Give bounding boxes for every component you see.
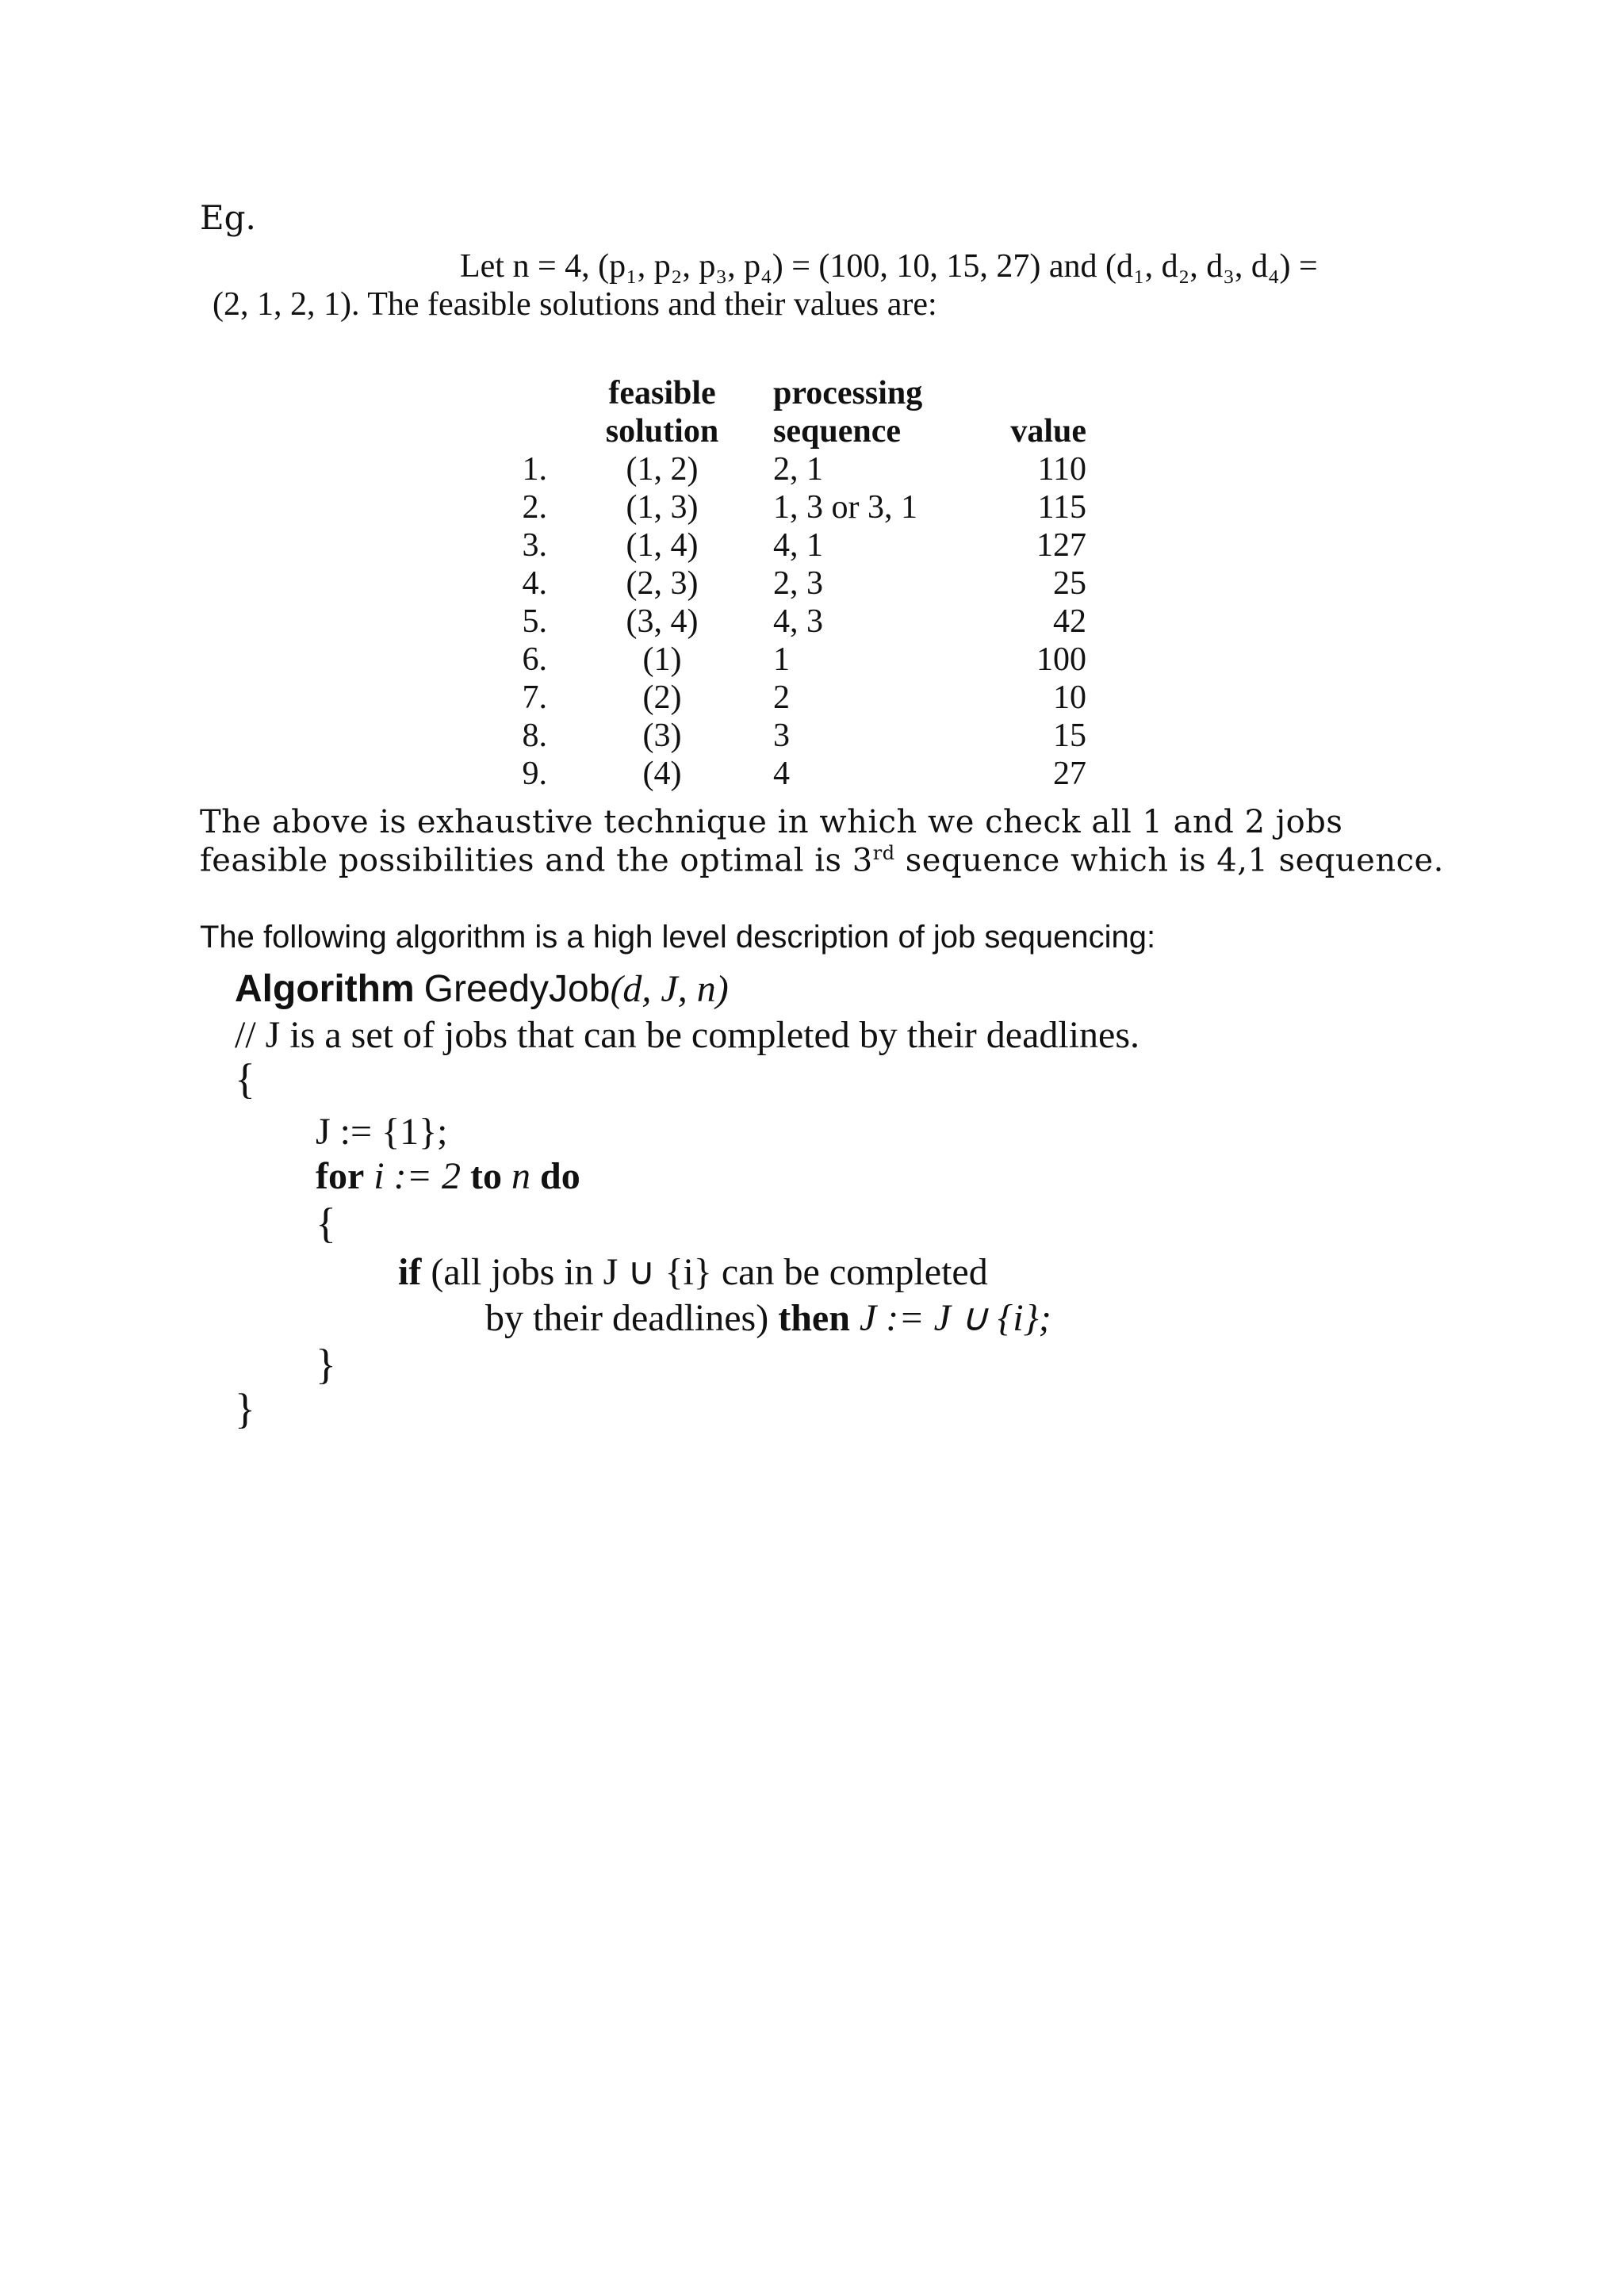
row-solution: (2) [642,679,682,716]
do-keyword: do [540,1155,580,1197]
row-sequence: 4, 1 [773,527,823,564]
paragraph-text: feasible possibilities and the optimal is 3 [200,842,873,879]
example-intro-line2: (2, 1, 2, 1). The feasible solutions and their values are: [213,286,937,323]
row-value: 110 [1037,451,1086,488]
exhaustive-paragraph-line1: The above is exhaustive technique in which we check all 1 and 2 jobs [200,804,1343,840]
if-statement-line1 [398,1249,988,1294]
init-statement: J := {1}; [316,1111,448,1153]
header-solution-line1: feasible [608,375,716,411]
loop-close-brace: } [316,1341,336,1388]
to-keyword: to [470,1155,502,1197]
row-sequence: 3 [773,718,790,754]
algorithm-params: (d, J, n) [610,968,729,1010]
row-sequence: 1, 3 or 3, 1 [773,489,917,526]
if-condition-continued: by their deadlines) [485,1297,769,1339]
row-sequence: 1 [773,641,790,678]
algorithm-name: GreedyJob [423,968,611,1010]
row-value: 15 [1053,718,1086,754]
row-number: 2. [522,489,547,526]
row-number: 5. [522,603,547,640]
paragraph-text: sequence which is 4,1 sequence. [894,842,1444,879]
for-statement [316,1154,580,1198]
then-keyword: then [778,1297,850,1339]
row-solution: (1, 2) [626,451,699,488]
row-solution: (1, 4) [626,527,699,564]
for-keyword: for [316,1155,365,1197]
ordinal-suffix: rd [872,842,895,864]
loop-open-brace: { [316,1200,336,1247]
header-sequence-line1: processing [773,375,923,411]
algorithm-title [235,967,729,1011]
row-value: 10 [1053,679,1086,716]
if-statement-line2 [485,1295,1051,1340]
for-variable: i := 2 [373,1155,462,1197]
row-value: 25 [1053,565,1086,602]
if-condition: (all jobs in J ∪ {i} can be completed [431,1251,988,1293]
row-number: 7. [522,679,547,716]
row-solution: (3) [642,718,682,754]
row-value: 27 [1053,756,1086,792]
row-solution: (1, 3) [626,489,699,526]
row-solution: (1) [642,641,682,678]
header-solution-line2: solution [605,413,719,450]
header-value: value [1010,413,1086,450]
header-sequence-line2: sequence [773,413,901,450]
row-solution: (2, 3) [626,565,699,602]
row-value: 115 [1037,489,1086,526]
row-number: 3. [522,527,547,564]
example-intro-line1: Let n = 4, (p₁, p₂, p₃, p₄) = (100, 10, 15, 27) and (d₁, d₂, d₃, d₄) = [460,248,1318,285]
algorithm-keyword: Algorithm [235,968,415,1010]
for-limit: n [511,1155,530,1197]
row-sequence: 2, 1 [773,451,823,488]
row-sequence: 2, 3 [773,565,823,602]
algorithm-comment: // J is a set of jobs that can be completed by their deadlines. [235,1014,1140,1056]
example-heading: Eg. [200,198,256,237]
row-sequence: 4, 3 [773,603,823,640]
row-sequence: 4 [773,756,790,792]
if-keyword: if [398,1251,422,1293]
row-number: 9. [522,756,547,792]
row-solution: (3, 4) [626,603,699,640]
row-value: 127 [1036,527,1086,564]
row-number: 8. [522,718,547,754]
row-sequence: 2 [773,679,790,716]
row-number: 4. [522,565,547,602]
row-number: 6. [522,641,547,678]
row-number: 1. [522,451,547,488]
algorithm-intro-paragraph: The following algorithm is a high level description of job sequencing: [200,920,1156,955]
assignment: J := J ∪ {i}; [859,1297,1051,1339]
algorithm-open-brace: { [235,1055,255,1103]
row-value: 100 [1036,641,1086,678]
exhaustive-paragraph-line2 [200,842,1444,878]
row-solution: (4) [642,756,682,792]
algorithm-close-brace: } [235,1385,255,1433]
row-value: 42 [1053,603,1086,640]
